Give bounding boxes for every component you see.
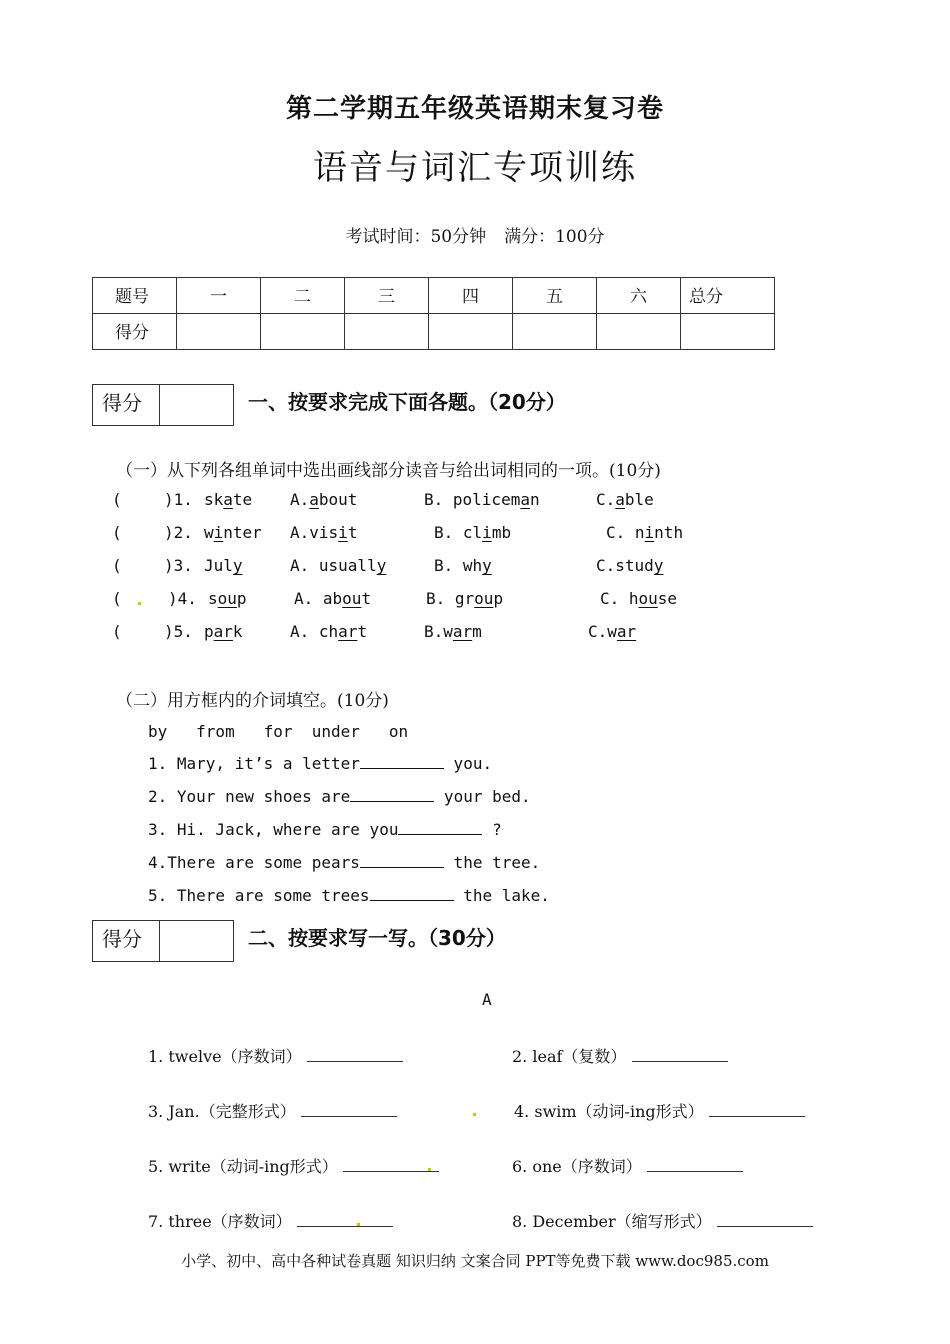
word-form-item: 6. one（序数词）	[512, 1154, 743, 1177]
fill-item: 5. There are some trees the lake.	[148, 886, 550, 905]
score-box-label: 得分	[93, 921, 160, 961]
score-box-field[interactable]	[160, 385, 233, 425]
mc-option-c[interactable]: C. ninth	[606, 523, 684, 542]
answer-paren[interactable]: (	[112, 523, 122, 542]
answer-line[interactable]	[717, 1212, 813, 1227]
mc-option-c[interactable]: C.able	[596, 490, 654, 509]
score-cell[interactable]	[429, 314, 513, 350]
section2-score-box	[92, 920, 234, 962]
ink-dot	[473, 1113, 476, 1116]
fill-item: 4.There are some pears the tree.	[148, 853, 541, 872]
answer-paren[interactable]: (	[112, 490, 122, 509]
score-cell[interactable]	[345, 314, 429, 350]
mc-option-a[interactable]: A. chart	[290, 622, 368, 641]
score-cell[interactable]	[597, 314, 681, 350]
score-table-header: 二	[261, 278, 345, 314]
mc-option-a[interactable]: A.about	[290, 490, 358, 509]
mc-option-c[interactable]: C.study	[596, 556, 664, 575]
answer-line[interactable]	[632, 1047, 728, 1062]
answer-line[interactable]	[297, 1212, 393, 1227]
word-form-item: 8. December（缩写形式）	[512, 1209, 813, 1232]
score-cell[interactable]	[513, 314, 597, 350]
ink-dot	[357, 1223, 360, 1226]
answer-line[interactable]	[307, 1047, 403, 1062]
section1-heading: 一、按要求完成下面各题。（20分）	[248, 390, 566, 414]
answer-line[interactable]	[301, 1102, 397, 1117]
mc-number: )3.	[164, 556, 193, 575]
score-table-header: 三	[345, 278, 429, 314]
exam-meta	[0, 222, 950, 247]
part2-instruction: （二）用方框内的介词填空。(10分)	[116, 691, 389, 711]
score-table-header: 四	[429, 278, 513, 314]
preposition-word-box: by from for under on	[148, 722, 409, 741]
score-table-header: 题号	[93, 278, 177, 314]
fill-item: 1. Mary, it’s a letter you.	[148, 754, 493, 773]
section1-score-box	[92, 384, 234, 426]
word-form-item: 7. three（序数词）	[148, 1209, 393, 1232]
footer-text: 小学、初中、高中各种试卷真题 知识归纳 文案合同 PPT等免费下载 www.doc985.com	[181, 1252, 769, 1270]
mc-word: soup	[208, 589, 247, 608]
word-form-item: 1. twelve（序数词）	[148, 1044, 403, 1067]
answer-paren[interactable]: (	[112, 556, 122, 575]
answer-blank[interactable]	[360, 754, 444, 769]
mc-option-b[interactable]: B. policeman	[424, 490, 540, 509]
part1-instruction: （一）从下列各组单词中选出画线部分读音与给出词相同的一项。(10分)	[116, 461, 661, 481]
score-table-header: 六	[597, 278, 681, 314]
score-table-header: 五	[513, 278, 597, 314]
score-table-header: 总分	[681, 278, 775, 314]
word-form-item: 3. Jan.（完整形式）	[148, 1099, 397, 1122]
fill-item: 2. Your new shoes are your bed.	[148, 787, 531, 806]
mc-option-a[interactable]: A. about	[294, 589, 372, 608]
mc-option-b[interactable]: B. climb	[434, 523, 512, 542]
score-table-header: 一	[177, 278, 261, 314]
score-cell[interactable]	[681, 314, 775, 350]
mc-option-c[interactable]: C. house	[600, 589, 678, 608]
mc-number: )1.	[164, 490, 193, 509]
part-label: A	[482, 990, 492, 1009]
mc-word: skate	[204, 490, 253, 509]
exam-subtitle: 语音与词汇专项训练	[313, 148, 637, 188]
answer-blank[interactable]	[350, 787, 434, 802]
answer-blank[interactable]	[360, 853, 444, 868]
score-table	[92, 277, 775, 350]
answer-line[interactable]	[709, 1102, 805, 1117]
score-table-score-row	[93, 314, 775, 350]
score-table-header-row	[93, 278, 775, 314]
answer-paren[interactable]: (	[112, 622, 122, 641]
score-row-label: 得分	[93, 314, 177, 350]
exam-title: 第二学期五年级英语期末复习卷	[285, 94, 664, 124]
score-box-field[interactable]	[160, 921, 233, 961]
score-box-label: 得分	[93, 385, 160, 425]
ink-dot	[138, 602, 141, 605]
answer-paren[interactable]: (	[112, 589, 122, 608]
section2-heading: 二、按要求写一写。（30分）	[248, 926, 506, 950]
mc-item	[112, 622, 872, 648]
answer-blank[interactable]	[370, 886, 454, 901]
mc-option-c[interactable]: C.war	[588, 622, 637, 641]
mc-word: winter	[204, 523, 262, 542]
fill-item: 3. Hi. Jack, where are you ?	[148, 820, 502, 839]
mc-word: park	[204, 622, 243, 641]
mc-option-a[interactable]: A.visit	[290, 523, 358, 542]
mc-option-b[interactable]: B.warm	[424, 622, 482, 641]
mc-word: July	[204, 556, 243, 575]
mc-option-b[interactable]: B. group	[426, 589, 504, 608]
exam-time: 考试时间：50分钟	[345, 227, 487, 247]
mc-item	[112, 589, 872, 615]
mc-option-a[interactable]: A. usually	[290, 556, 387, 575]
score-cell[interactable]	[261, 314, 345, 350]
score-cell[interactable]	[177, 314, 261, 350]
word-form-item: 4. swim（动词-ing形式）	[514, 1099, 805, 1122]
mc-option-b[interactable]: B. why	[434, 556, 492, 575]
answer-line[interactable]	[343, 1157, 439, 1172]
mc-item	[112, 523, 872, 549]
answer-blank[interactable]	[398, 820, 482, 835]
mc-item	[112, 556, 872, 582]
mc-number: )2.	[164, 523, 193, 542]
word-form-item: 5. write（动词-ing形式）	[148, 1154, 439, 1177]
mc-number: )4.	[168, 589, 197, 608]
answer-line[interactable]	[647, 1157, 743, 1172]
mc-item	[112, 490, 872, 516]
mc-number: )5.	[164, 622, 193, 641]
ink-dot	[428, 1168, 431, 1171]
word-form-item: 2. leaf（复数）	[512, 1044, 728, 1067]
full-score: 满分：100分	[504, 227, 605, 247]
